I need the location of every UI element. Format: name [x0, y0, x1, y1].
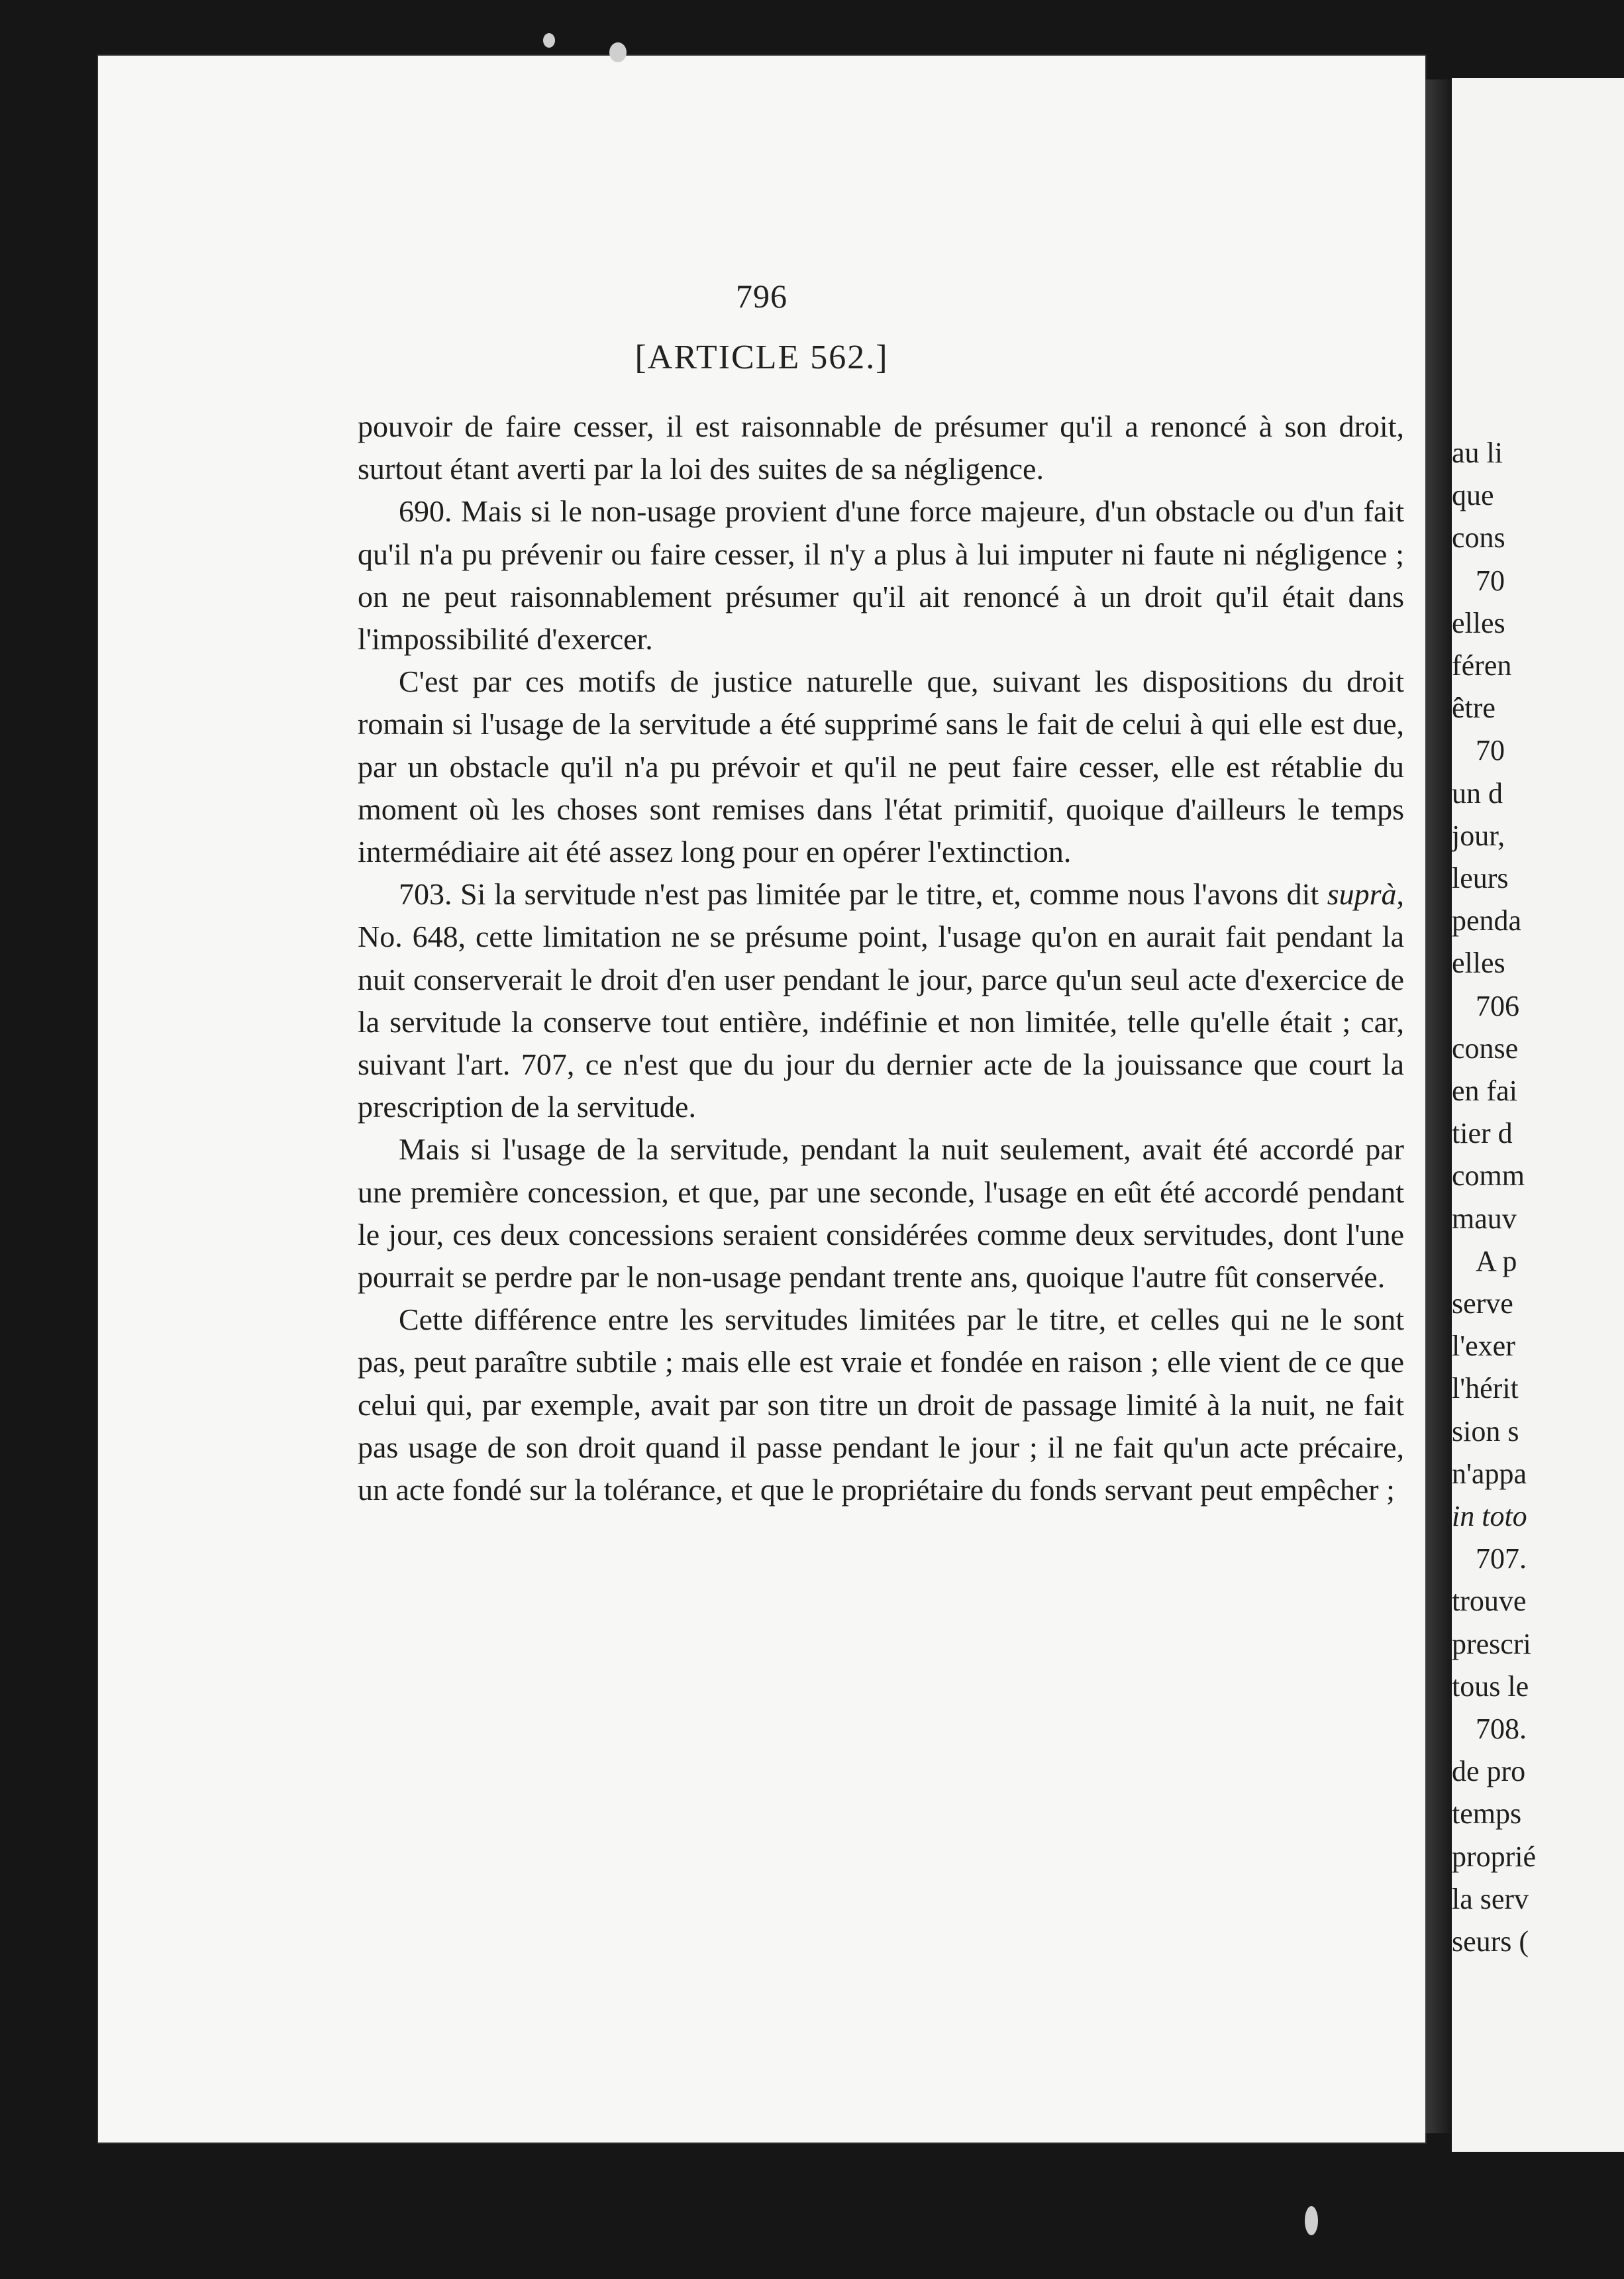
body-text	[358, 405, 1404, 1511]
next-page-line: serve	[1452, 1287, 1513, 1320]
next-page-line: elles	[1452, 606, 1505, 639]
paragraph-text: , No. 648, cette limitation ne se présume point, l'usage qu'on en aurait fait pendant la nuit conserverait le droit d'en user pendant le jour, parce qu'un seul acte d'exercice de la servitude la conserve tout entière, indéfinie et non limitée, telle qu'elle était ; car, suivant l'art. 707, ce n'est que du jour du dernier acte de la jouissance que court la prescription de la servitude.	[358, 877, 1404, 1124]
next-page-line: tous le	[1452, 1670, 1529, 1703]
paragraph	[358, 873, 1404, 1128]
next-page-line: conse	[1452, 1032, 1519, 1065]
next-page-line: féren	[1452, 649, 1512, 682]
paragraph: Mais si l'usage de la servitude, pendant la nuit seulement, avait été accordé par une première concession, et que, par une seconde, l'usage en eût été accordé pendant le jour, ces deux concessions seraient considérées comme deux servitudes, dont l'une pourrait se perdre par le non-usage pendant trente ans, quoique l'autre fût conservée.	[358, 1132, 1404, 1295]
next-page-line: elles	[1452, 947, 1505, 980]
next-page-line: la serv	[1452, 1882, 1529, 1915]
paragraph-text: 703. Si la servitude n'est pas limitée par le titre, et, comme nous l'avons dit	[399, 877, 1327, 912]
next-page-line: l'exer	[1452, 1330, 1515, 1363]
next-page-line: 708.	[1476, 1713, 1527, 1745]
page-number: 796	[736, 278, 787, 315]
next-page-line: temps	[1452, 1797, 1522, 1830]
next-page-line: comm	[1452, 1159, 1525, 1192]
next-page-line: sion s	[1452, 1414, 1519, 1448]
next-page-line: proprié	[1452, 1840, 1537, 1873]
next-page-line: 706	[1476, 989, 1519, 1022]
next-page-line: un d	[1452, 776, 1503, 810]
main-page	[98, 56, 1425, 2143]
running-head: [ARTICLE 562.]	[634, 339, 889, 376]
next-page-line: que	[1452, 479, 1494, 512]
next-page-line: seurs (	[1452, 1925, 1529, 1958]
next-page-edge	[1452, 78, 1624, 2152]
next-page-line: n'appa	[1452, 1457, 1527, 1490]
paragraph: pouvoir de faire cesser, il est raisonnable de présumer qu'il a renoncé à son droit, surtout étant averti par la loi des suites de sa négligence.	[358, 409, 1404, 486]
next-page-lines	[1452, 78, 1624, 2152]
next-page-line: cons	[1452, 521, 1505, 555]
next-page-line: au li	[1452, 437, 1503, 469]
next-page-line: trouve	[1452, 1585, 1527, 1618]
next-page-line: A p	[1476, 1244, 1517, 1277]
next-page-line: tier d	[1452, 1117, 1513, 1150]
next-page-line: 707.	[1476, 1542, 1527, 1575]
scan-speck	[1305, 2206, 1318, 2235]
next-page-line: jour,	[1452, 819, 1505, 852]
paragraph: 690. Mais si le non-usage provient d'une force majeure, d'un obstacle ou d'un fait qu'il n'a pu prévenir ou faire cesser, il n'y a plus à lui imputer ni faute ni négligence ; on ne peut raisonnablement présumer qu'il ait renoncé à un droit qu'il était dans l'impossibilité d'exercer.	[358, 494, 1404, 657]
scan-speck	[543, 33, 555, 48]
next-page-line: 70	[1476, 734, 1505, 767]
next-page-line: 70	[1476, 564, 1505, 597]
next-page-line: prescri	[1452, 1627, 1531, 1660]
scan-speck	[609, 42, 627, 62]
paragraph: C'est par ces motifs de justice naturelle que, suivant les dispositions du droit romain si l'usage de la servitude a été supprimé sans le fait de celui à qui elle est due, par un obstacle qu'il n'a pu prévoir et qu'il ne peut faire cesser, elle est rétablie du moment où les choses sont remises dans l'état primitif, quoique d'ailleurs le temps intermédiaire ait été assez long pour en opérer l'extinction.	[358, 664, 1404, 869]
italic-reference: suprà	[1327, 877, 1397, 912]
next-page-line: penda	[1452, 904, 1522, 937]
next-page-line: l'hérit	[1452, 1372, 1519, 1405]
next-page-line: leurs	[1452, 862, 1509, 894]
next-page-line: en fai	[1452, 1075, 1517, 1107]
next-page-line: mauv	[1452, 1202, 1517, 1235]
next-page-line: de pro	[1452, 1755, 1526, 1788]
next-page-line: in toto	[1452, 1500, 1527, 1532]
next-page-line: être	[1452, 692, 1496, 725]
paragraph: Cette différence entre les servitudes limitées par le titre, et celles qui ne le sont pas, peut paraître subtile ; mais elle est vraie et fondée en raison ; elle vient de ce que celui qui, par exemple, avait par son titre un droit de passage limité à la nuit, ne fait pas usage de son droit quand il passe pendant le jour ; il ne fait qu'un acte précaire, un acte fondé sur la tolérance, et que le propriétaire du fonds servant peut empêcher ;	[358, 1302, 1404, 1507]
